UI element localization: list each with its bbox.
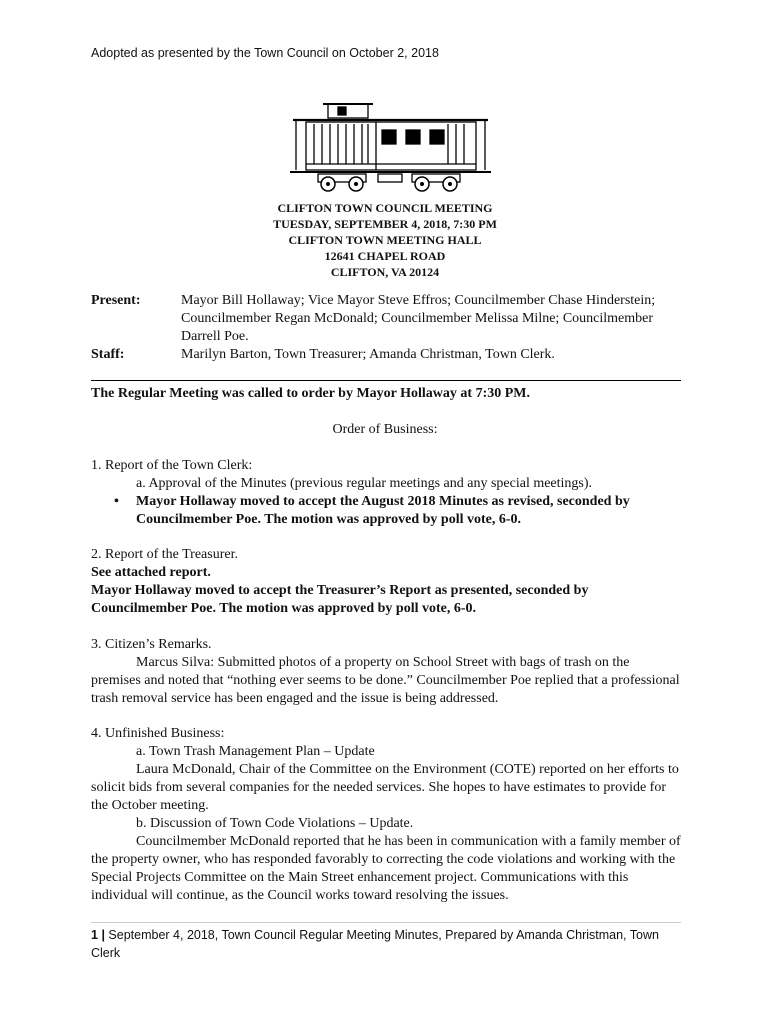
item1-sub-a: a. Approval of the Minutes (previous regular meetings and any special meetings). (136, 476, 593, 491)
item-treasurer (91, 546, 681, 618)
present-list: Mayor Bill Hollaway; Vice Mayor Steve Effros; Councilmember Chase Hinderstein; Councilmember Regan McDonald; Councilmember Melissa Milne; Councilmember Darrell Poe. (181, 293, 656, 344)
item4-sub-a: a. Town Trash Management Plan – Update (136, 744, 375, 759)
present-label: Present: (91, 293, 141, 308)
item1-motion: • Mayor Hollaway moved to accept the August 2018 Minutes as revised, seconded by Councilmember Poe. The motion was approved by poll vote, 6-0. (136, 493, 681, 529)
header-title: CLIFTON TOWN COUNCIL MEETING (277, 201, 493, 215)
item2-note: See attached report. (91, 565, 211, 580)
section-divider (91, 380, 681, 381)
item3-text: Marcus Silva: Submitted photos of a property on School Street with bags of trash on the premises and noted that “nothing ever seems to be done.” Councilmember Poe replied that a professional trash removal service has been engaged and the issue is being addressed. (91, 655, 680, 706)
attendance-block (91, 292, 681, 364)
staff-label: Staff: (91, 347, 125, 362)
item2-title: 2. Report of the Treasurer. (91, 547, 238, 562)
item2-motion: Mayor Hollaway moved to accept the Treasurer’s Report as presented, seconded by Councilmember Poe. The motion was approved by poll vote, 6-0. (91, 583, 589, 616)
item-citizens-remarks (91, 636, 681, 708)
header-city: CLIFTON, VA 20124 (330, 265, 440, 279)
item4-sub-b: b. Discussion of Town Code Violations – Update. (136, 816, 414, 831)
item4-title: 4. Unfinished Business: (91, 726, 225, 741)
item-unfinished-business (91, 725, 681, 905)
item4-text-a: Laura McDonald, Chair of the Committee on the Environment (COTE) reported on her efforts to solicit bids from several companies for the needed services. She hopes to have estimates to provide for the October meeting. (91, 762, 679, 813)
header-venue: CLIFTON TOWN MEETING HALL (288, 233, 482, 247)
staff-list: Marilyn Barton, Town Treasurer; Amanda Christman, Town Clerk. (181, 347, 555, 362)
item1-motion-list (91, 493, 681, 529)
item-town-clerk (91, 457, 681, 529)
meeting-header (0, 200, 770, 280)
footer-divider (91, 922, 681, 923)
present-row (91, 292, 681, 346)
order-of-business-title: Order of Business: (332, 422, 438, 437)
header-date: TUESDAY, SEPTEMBER 4, 2018, 7:30 PM (273, 217, 497, 231)
staff-row (91, 346, 681, 364)
footer-separator: | (101, 928, 105, 942)
page-footer (91, 926, 681, 962)
header-street: 12641 CHAPEL ROAD (324, 249, 446, 263)
item4-text-b: Councilmember McDonald reported that he has been in communication with a family member of the property owner, who has responded favorably to correcting the code violations and working with the Special Projects Committee on the Main Street enhancement project. Communications with this individual will continue, as the Council works toward resolving the issues. (91, 834, 681, 903)
called-to-order: The Regular Meeting was called to order by Mayor Hollaway at 7:30 PM. (91, 386, 530, 401)
adopted-note: Adopted as presented by the Town Council on October 2, 2018 (91, 46, 439, 60)
page-number: 1 (91, 928, 98, 942)
footer-text: September 4, 2018, Town Council Regular Meeting Minutes, Prepared by Amanda Christman, Town Clerk (91, 928, 659, 960)
caboose-logo (288, 98, 493, 193)
item3-title: 3. Citizen’s Remarks. (91, 637, 212, 652)
item1-title: 1. Report of the Town Clerk: (91, 458, 253, 473)
